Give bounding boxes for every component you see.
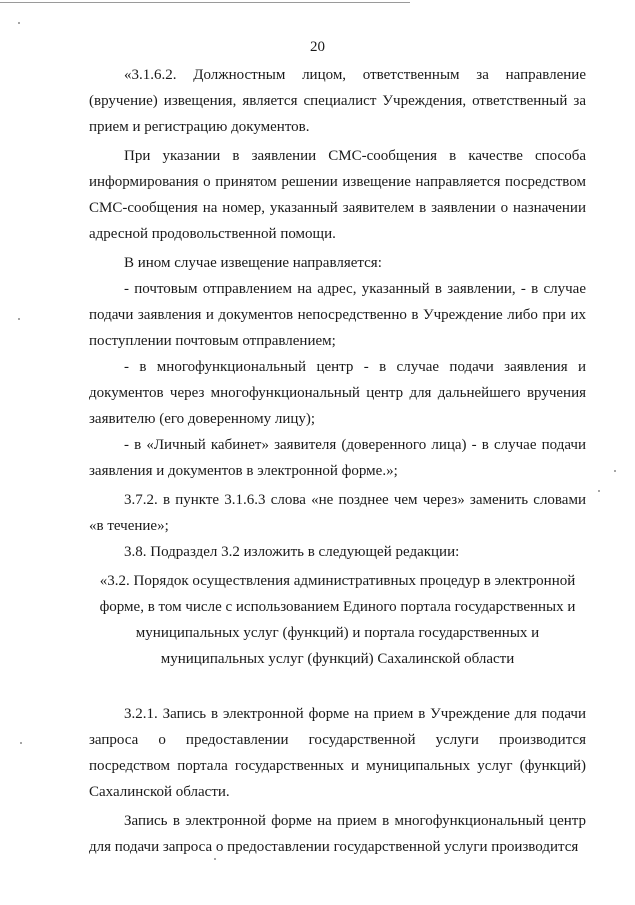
page-number: 20: [310, 39, 325, 55]
scan-speck: [598, 490, 600, 492]
scan-speck: [20, 742, 22, 744]
scan-speck: [614, 470, 616, 472]
list-item-postal: - почтовым отправлением на адрес, указанный в заявлении, - в случае подачи заявления и документов непосредственно в Учреждение либо при их поступлении почтовым отправлением;: [89, 281, 586, 349]
paragraph-sms-notification: При указании в заявлении СМС-сообщения в качестве способа информирования о принятом решении извещение направляется посредством СМС-сообщения на номер, указанный заявителем в заявлении о назначении адресной продовольственной помощи.: [89, 148, 586, 242]
list-item-personal-cabinet: - в «Личный кабинет» заявителя (доверенного лица) - в случае подачи заявления и документов в электронной форме.»;: [89, 437, 586, 479]
section-heading-3-2: «3.2. Порядок осуществления административных процедур в электронной форме, в том числе с использованием Единого портала государственных и муниципальных услуг (функций) и портала государственных и муниципальных услуг (функций) Сахалинской области: [99, 573, 576, 667]
paragraph-mfc-appointment: Запись в электронной форме на прием в многофункциональный центр для подачи запроса о предоставлении государственной услуги производится: [89, 813, 586, 855]
paragraph-otherwise: В ином случае извещение направляется:: [124, 255, 382, 271]
list-item-mfc: - в многофункциональный центр - в случае подачи заявления и документов через многофункциональный центр для дальнейшего вручения заявителю (его доверенному лицу);: [89, 359, 586, 427]
scan-speck: [18, 22, 20, 24]
scan-speck: [18, 318, 20, 320]
paragraph-3-2-1: 3.2.1. Запись в электронной форме на прием в Учреждение для подачи запроса о предоставлении государственной услуги производится посредством портала государственных и муниципальных услуг (функций) Сахалинской области.: [89, 706, 586, 800]
paragraph-3-7-2: 3.7.2. в пункте 3.1.6.3 слова «не позднее чем через» заменить словами «в течение»;: [89, 492, 586, 534]
blank-line: [89, 672, 586, 698]
scan-speck: [214, 858, 216, 860]
document-body: [89, 62, 586, 860]
paragraph-3-8: 3.8. Подраздел 3.2 изложить в следующей редакции:: [124, 544, 460, 560]
top-rule: [0, 2, 410, 3]
paragraph-3-1-6-2: «3.1.6.2. Должностным лицом, ответственным за направление (вручение) извещения, является специалист Учреждения, ответственный за прием и регистрацию документов.: [89, 67, 586, 135]
